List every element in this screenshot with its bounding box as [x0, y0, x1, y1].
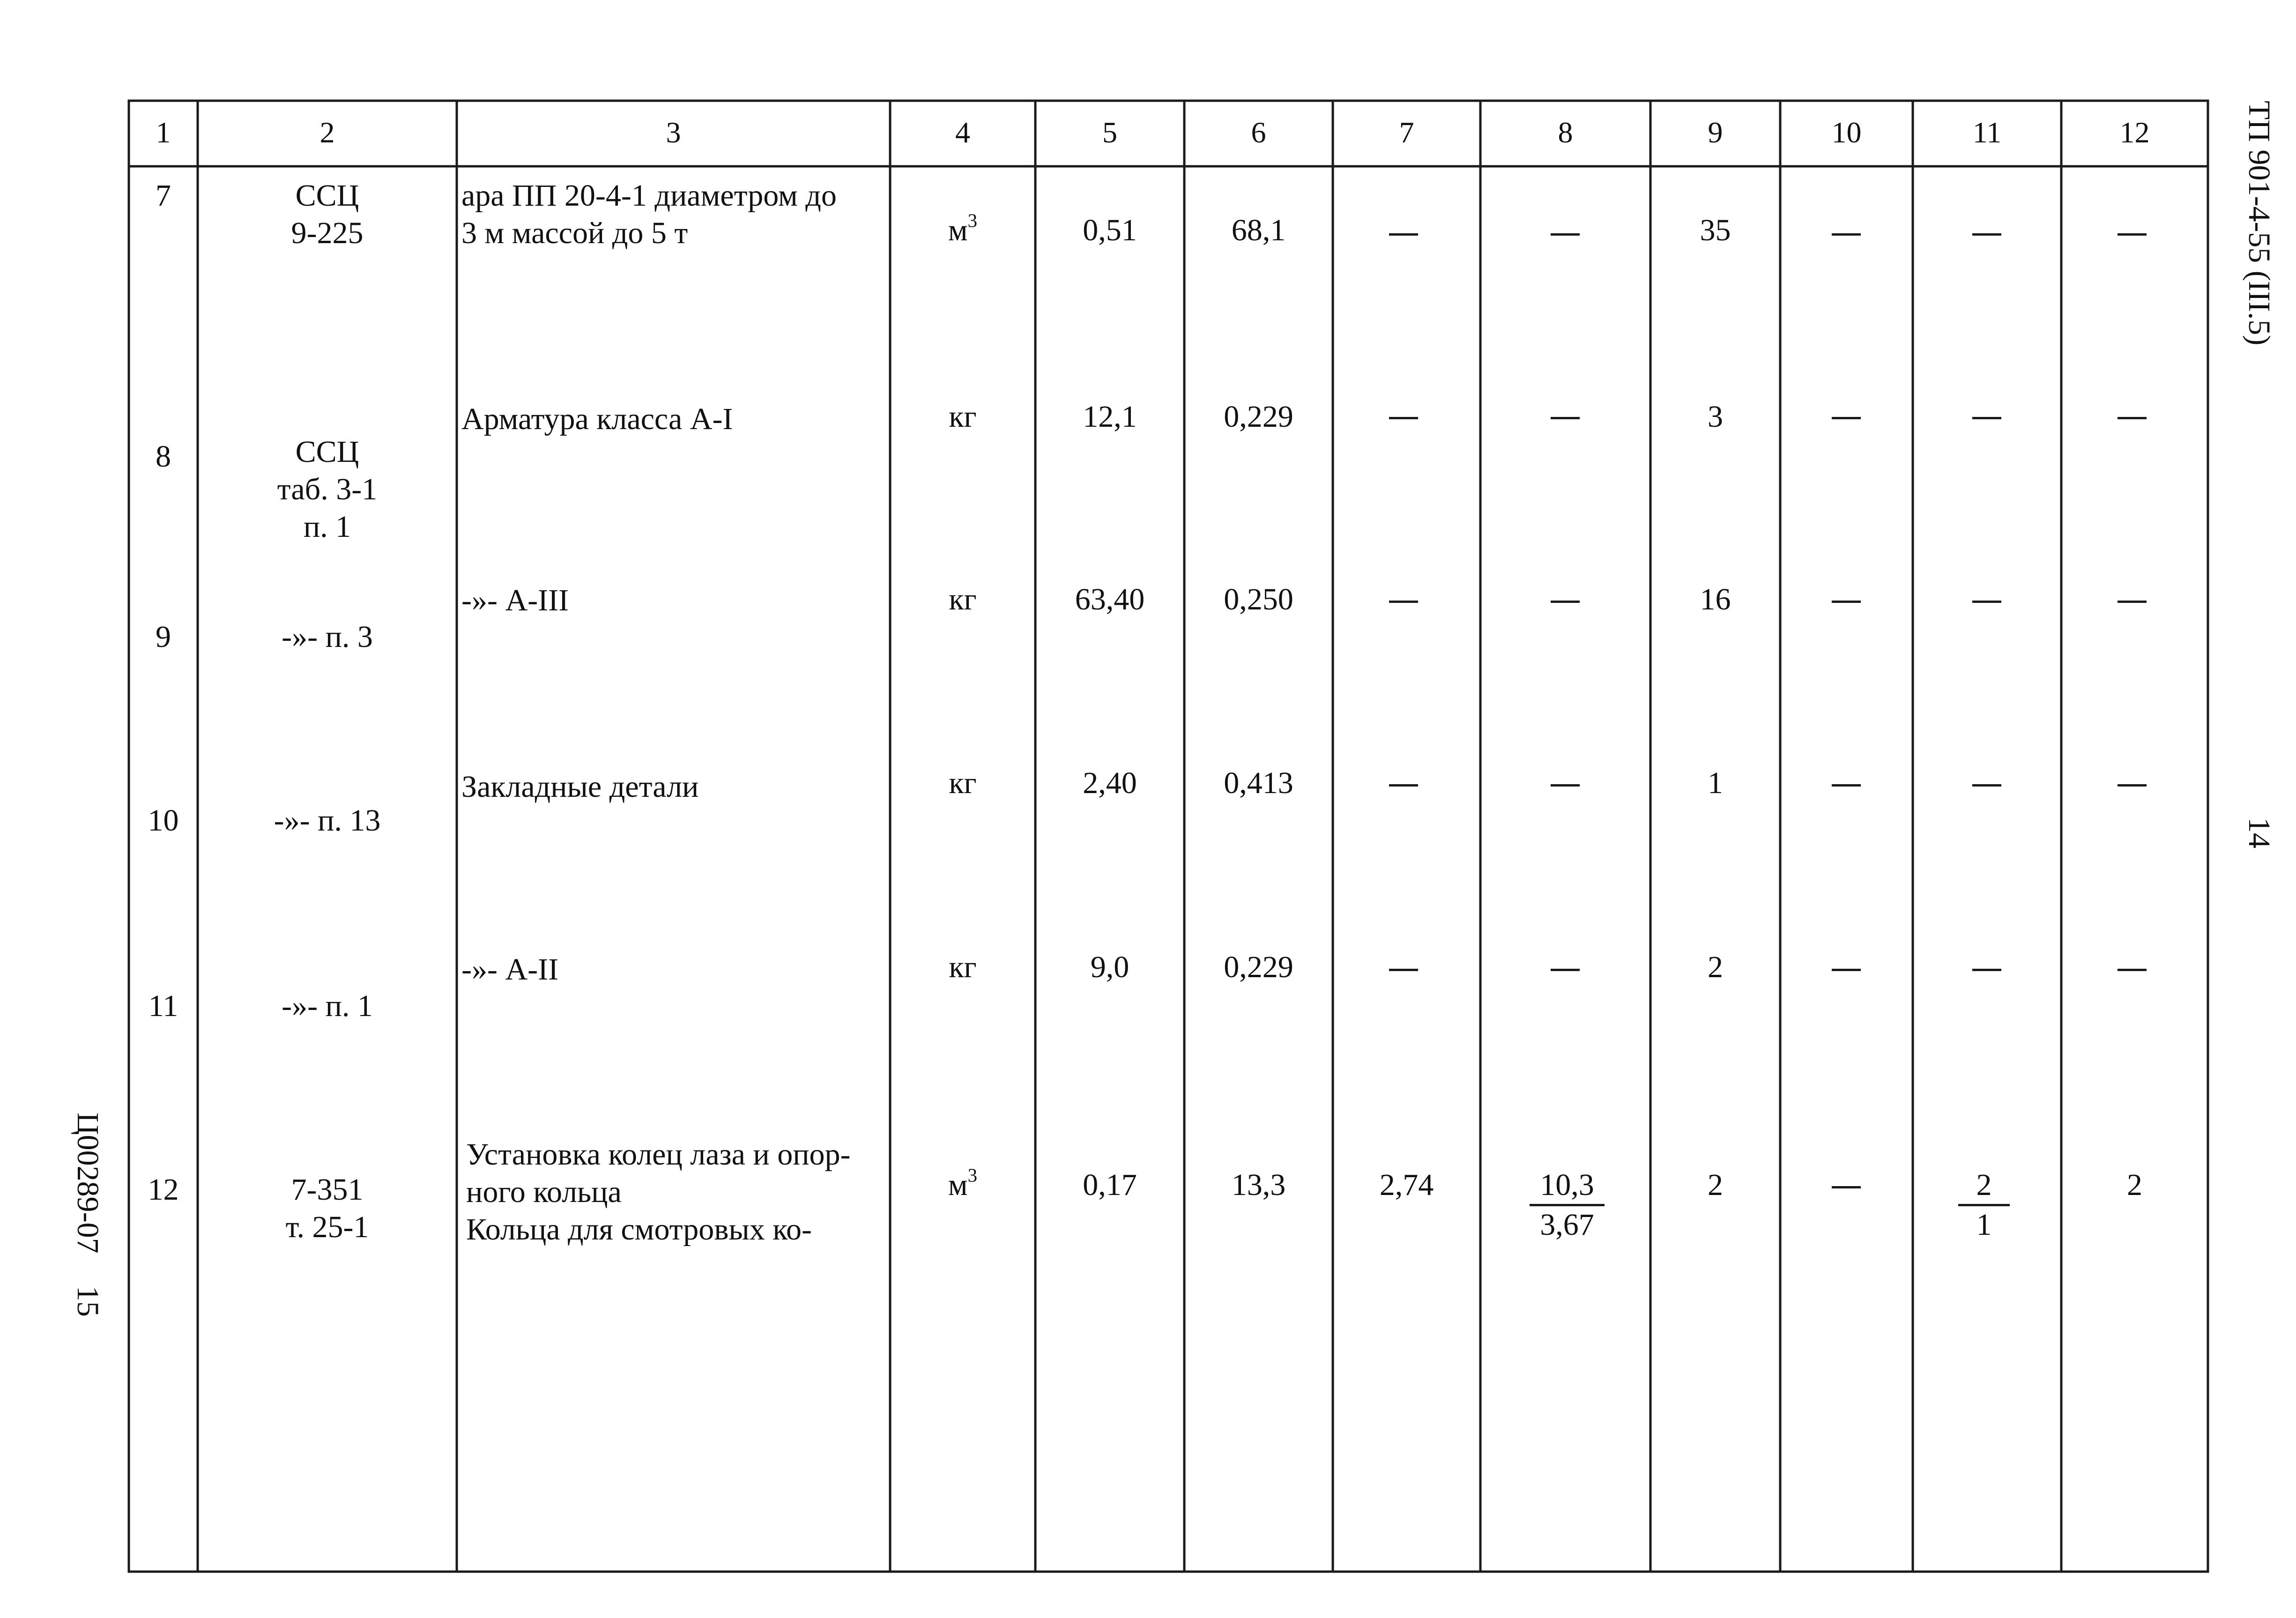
row-12-col11-numerator: 2	[1958, 1166, 2010, 1206]
header-col-4: 4	[955, 116, 970, 149]
header-col-9: 9	[1708, 116, 1723, 149]
row-10-col9: 1	[1708, 766, 1723, 800]
row-12-col7: 2,74	[1379, 1168, 1434, 1202]
side-page-number-left: 15	[71, 1286, 105, 1317]
row-7-col6: 68,1	[1231, 213, 1286, 247]
row-12-col11-denominator: 1	[1976, 1208, 1992, 1242]
row-10-code: -»- п. 13	[274, 803, 381, 838]
row-11-col8-dash	[1551, 969, 1580, 971]
header-col-8: 8	[1558, 116, 1573, 149]
row-7-col12-dash	[2118, 233, 2147, 236]
row-8-desc: Арматура класса А-I	[461, 402, 733, 436]
row-9-col12-dash	[2118, 601, 2147, 603]
row-9-num: 9	[156, 620, 171, 654]
row-7-desc: ара ПП 20-4-1 диаметром до 3 м массой до 5 т	[461, 178, 837, 250]
row-11-col6: 0,229	[1224, 950, 1293, 984]
row-8-col5: 12,1	[1083, 400, 1137, 434]
row-7-num: 7	[156, 178, 171, 213]
row-8-code: ССЦ таб. 3-1 п. 1	[277, 435, 378, 544]
row-11-unit: кг	[949, 950, 977, 984]
header-col-10: 10	[1831, 116, 1862, 149]
row-8-col12-dash	[2118, 417, 2147, 419]
row-7-col5: 0,51	[1083, 213, 1137, 247]
row-12-code: 7-351 т. 25-1	[285, 1173, 369, 1244]
row-11-col7-dash	[1389, 969, 1418, 971]
row-11-desc: -»- А-II	[461, 952, 559, 987]
header-col-12: 12	[2119, 116, 2150, 149]
row-12-col11-fraction	[1958, 1166, 2010, 1244]
row-9-unit: кг	[949, 582, 977, 616]
header-col-7: 7	[1399, 116, 1414, 149]
row-12-col10-dash	[1832, 1186, 1861, 1188]
row-10-col10-dash	[1832, 784, 1861, 787]
row-10-num: 10	[148, 803, 179, 838]
row-10-desc: Закладные детали	[461, 770, 699, 804]
row-11-num: 11	[148, 989, 178, 1023]
row-9-col9: 16	[1700, 582, 1731, 616]
row-9-col6: 0,250	[1224, 582, 1293, 616]
row-7-col10-dash	[1832, 233, 1861, 236]
row-8-unit: кг	[949, 400, 977, 434]
row-10-col11-dash	[1972, 784, 2001, 787]
row-7-col8-dash	[1551, 233, 1580, 236]
row-8-num: 8	[156, 439, 171, 474]
row-11-col9: 2	[1708, 950, 1723, 984]
row-8-col6: 0,229	[1224, 400, 1293, 434]
side-archive-code: Ц00289-07	[71, 1113, 105, 1254]
row-8-col8-dash	[1551, 417, 1580, 419]
row-12-col6: 13,3	[1231, 1168, 1286, 1202]
row-11-col12-dash	[2118, 969, 2147, 971]
header-col-2: 2	[320, 116, 335, 149]
row-10-col6: 0,413	[1224, 766, 1293, 800]
row-12-col9: 2	[1708, 1168, 1723, 1202]
row-10-col5: 2,40	[1083, 766, 1137, 800]
row-8-col10-dash	[1832, 417, 1861, 419]
row-10-col12-dash	[2118, 784, 2147, 787]
row-10-col7-dash	[1389, 784, 1418, 787]
row-7-unit: $м^3$	[948, 210, 978, 247]
row-9-col10-dash	[1832, 601, 1861, 603]
row-7-col7-dash	[1389, 233, 1418, 236]
row-9-col11-dash	[1972, 601, 2001, 603]
row-9-col5: 63,40	[1075, 582, 1145, 616]
side-page-number-right: 14	[2242, 817, 2276, 848]
row-11-col5: 9,0	[1090, 950, 1129, 984]
header-col-6: 6	[1251, 116, 1266, 149]
row-12-unit: $м^3$	[948, 1165, 978, 1202]
header-col-3: 3	[666, 116, 681, 149]
row-9-code: -»- п. 3	[282, 620, 373, 654]
header-col-11: 11	[1972, 116, 2002, 149]
row-12-col12: 2	[2127, 1168, 2142, 1202]
row-12-col5: 0,17	[1083, 1168, 1137, 1202]
row-8-col7-dash	[1389, 417, 1418, 419]
row-12-col8-numerator: 10,3	[1530, 1166, 1605, 1206]
row-12-num: 12	[148, 1173, 179, 1207]
header-col-1: 1	[156, 116, 171, 149]
row-12-col8-denominator: 3,67	[1540, 1208, 1594, 1242]
side-document-code: ТП 901-4-55 (III.5)	[2242, 101, 2276, 346]
row-11-col11-dash	[1972, 969, 2001, 971]
row-7-col9: 35	[1700, 213, 1731, 247]
row-11-code: -»- п. 1	[282, 989, 373, 1023]
row-7-code: ССЦ 9-225	[291, 178, 364, 250]
row-9-desc: -»- А-III	[461, 583, 569, 617]
row-10-unit: кг	[949, 766, 977, 800]
row-12-desc: Установка колец лаза и опор- ного кольца Кольца для смотровых ко-	[466, 1137, 851, 1247]
row-11-col10-dash	[1832, 969, 1861, 971]
row-12-col8-fraction	[1530, 1166, 1605, 1244]
header-col-5: 5	[1102, 116, 1117, 149]
row-10-col8-dash	[1551, 784, 1580, 787]
row-7-col11-dash	[1972, 233, 2001, 236]
row-9-col7-dash	[1389, 601, 1418, 603]
row-8-col9: 3	[1708, 400, 1723, 434]
row-9-col8-dash	[1551, 601, 1580, 603]
row-8-col11-dash	[1972, 417, 2001, 419]
